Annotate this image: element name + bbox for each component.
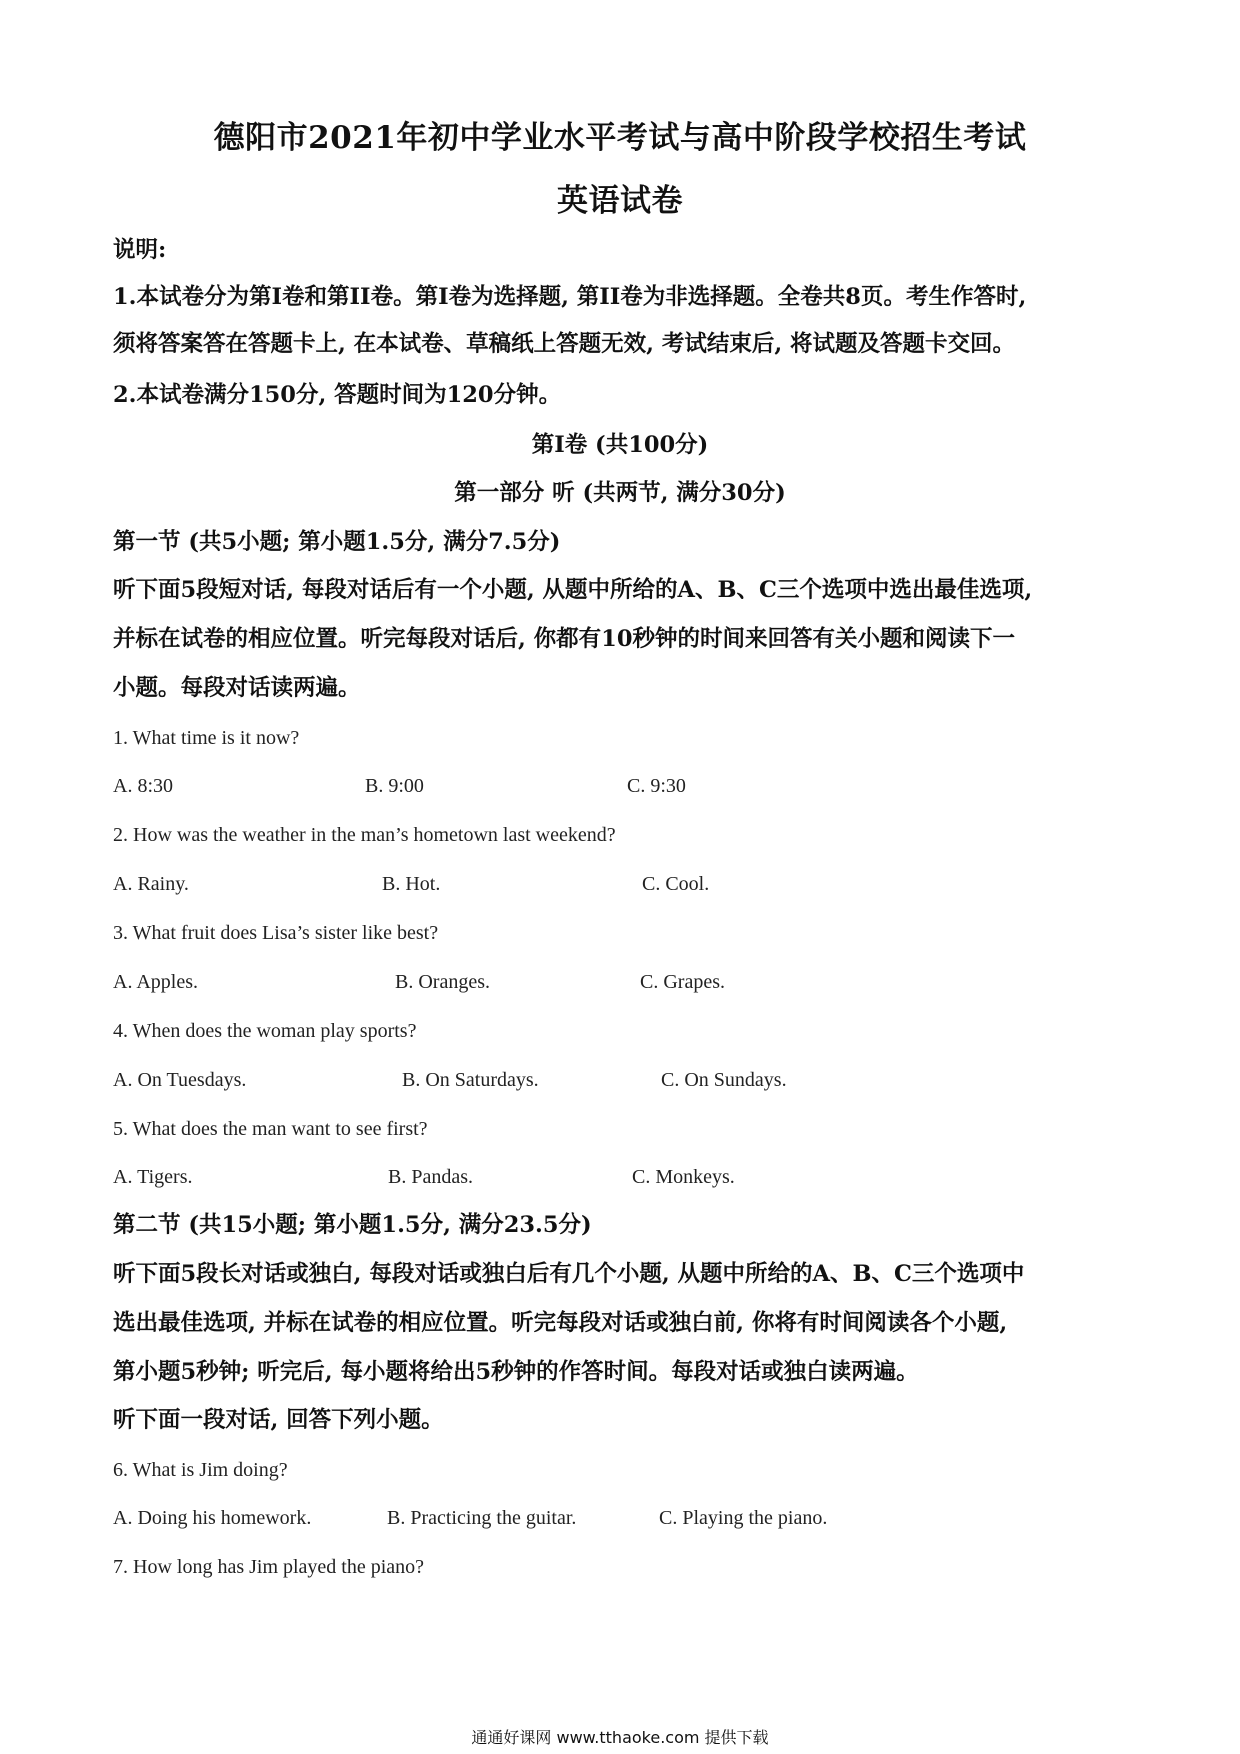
question-2-option-c: C. Cool. [642,873,710,895]
instruction-item-2: 2.本试卷满分150分, 答题时间为120分钟。 [113,382,562,408]
question-6: 6. What is Jim doing? [113,1459,288,1481]
instruction-item-1-line-1: 1.本试卷分为第I卷和第II卷。第I卷为选择题, 第II卷为非选择题。全卷共8页。考生作答时, [113,284,1027,310]
question-1-option-a: A. 8:30 [113,775,173,797]
question-5-option-b: B. Pandas. [388,1166,473,1188]
question-5-option-a: A. Tigers. [113,1166,193,1188]
question-3-option-b: B. Oranges. [395,971,490,993]
question-4-option-c: C. On Sundays. [661,1069,787,1091]
question-2-option-a: A. Rainy. [113,873,189,895]
question-6-option-a: A. Doing his homework. [113,1507,312,1529]
section-2-directions-line-1: 听下面5段长对话或独白, 每段对话或独白后有几个小题, 从题中所给的A、B、C三个选项中 [113,1261,1025,1287]
page-subtitle: 英语试卷 [557,183,683,219]
question-4: 4. When does the woman play sports? [113,1020,417,1042]
question-3: 3. What fruit does Lisa’s sister like best? [113,922,439,944]
part-1-heading: 第一部分 听 (共两节, 满分30分) [454,480,786,506]
question-1-option-c: C. 9:30 [627,775,686,797]
question-1-option-b: B. 9:00 [365,775,424,797]
question-3-option-a: A. Apples. [113,971,198,993]
question-2: 2. How was the weather in the man’s hometown last weekend? [113,824,616,846]
question-6-option-c: C. Playing the piano. [659,1507,828,1529]
question-6-option-b: B. Practicing the guitar. [387,1507,577,1529]
volume-1-heading: 第I卷 (共100分) [531,432,709,458]
section-2-heading: 第二节 (共15小题; 第小题1.5分, 满分23.5分) [113,1212,592,1238]
question-1: 1. What time is it now? [113,727,300,749]
question-7: 7. How long has Jim played the piano? [113,1556,425,1578]
section-2-directions-line-2: 选出最佳选项, 并标在试卷的相应位置。听完每段对话或独白前, 你将有时间阅读各个小题, [113,1310,1008,1336]
section-1-directions-line-3: 小题。每段对话读两遍。 [113,675,361,701]
question-4-option-b: B. On Saturdays. [402,1069,539,1091]
page-title: 德阳市2021年初中学业水平考试与高中阶段学校招生考试 [213,120,1027,156]
instruction-item-1-line-2: 须将答案答在答题卡上, 在本试卷、草稿纸上答题无效, 考试结束后, 将试题及答题卡交回。 [113,331,1016,357]
question-3-option-c: C. Grapes. [640,971,725,993]
section-1-heading: 第一节 (共5小题; 第小题1.5分, 满分7.5分) [113,529,561,555]
question-5-option-c: C. Monkeys. [632,1166,735,1188]
footer-credit: 通通好课网 www.tthaoke.com 提供下载 [471,1728,769,1747]
question-2-option-b: B. Hot. [382,873,441,895]
dialogue-prompt: 听下面一段对话, 回答下列小题。 [113,1407,444,1433]
question-5: 5. What does the man want to see first? [113,1118,428,1140]
section-1-directions-line-1: 听下面5段短对话, 每段对话后有一个小题, 从题中所给的A、B、C三个选项中选出最佳选项, [113,577,1033,603]
instructions-heading: 说明: [113,237,167,263]
section-2-directions-line-3: 第小题5秒钟; 听完后, 每小题将给出5秒钟的作答时间。每段对话或独白读两遍。 [113,1359,919,1385]
section-1-directions-line-2: 并标在试卷的相应位置。听完每段对话后, 你都有10秒钟的时间来回答有关小题和阅读下一 [113,626,1015,652]
question-4-option-a: A. On Tuesdays. [113,1069,247,1091]
